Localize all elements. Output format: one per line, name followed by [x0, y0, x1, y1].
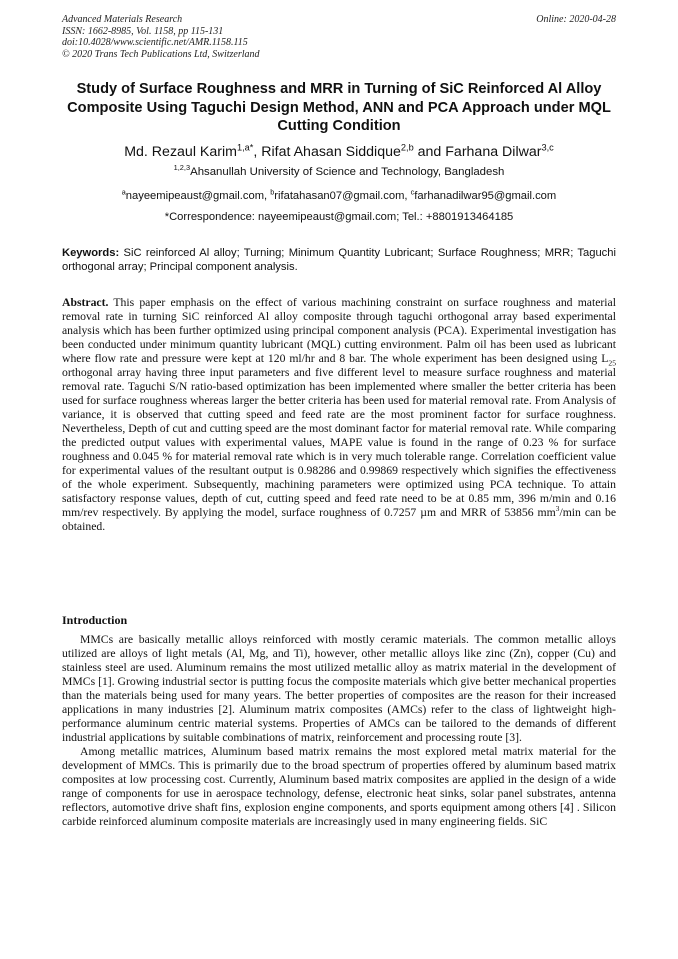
author-list	[62, 143, 616, 161]
abstract-subscript: 25	[608, 358, 616, 368]
author-name: Rifat Ahasan Siddique	[261, 144, 401, 160]
journal-header	[62, 14, 616, 60]
abstract	[62, 296, 616, 534]
abstract-text: /min can be obtained.	[62, 506, 617, 533]
abstract-text: This paper emphasis on the effect of various machining constraint on surface roughness and material removal rate in turning SiC reinforced Al alloy composite through taguchi orthogonal array based experimental analysis which has been further optimized using principal component analysis (PCA). Experimental investigation has been conducted under minimum quantity lubricant (MQL) cutting environment. Palm oil has been used as lubricant where flow rate and pressure were kept at 120 ml/hr and 8 bar. The whole experiment has been designed using L	[62, 296, 616, 365]
email-mark: b	[270, 187, 275, 197]
journal-name: Advanced Materials Research	[62, 14, 183, 25]
author-affiliation-mark: 2,b	[400, 142, 414, 153]
email-mark: c	[410, 187, 415, 197]
introduction-body	[62, 633, 616, 829]
section-heading-introduction: Introduction	[62, 613, 128, 627]
email-separator: ,	[264, 190, 271, 202]
body-paragraph: Among metallic matrices, Aluminum based matrix remains the most explored metal matrix material for the development of MMCs. This is primarily due to the broad spectrum of properties offered by aluminum based matrix composites at low processing cost. Currently, Aluminum based matrix composites are applied in the design of a wide range of components for use in aerospace technology, defense, electronic heat sinks, solar panel substrates, antenna reflectors, automotive drive shaft fins, explosion engine components, and sports equipment among others [4] . Silicon carbide reinforced aluminum composite materials are increasingly used in many engineering fields. SiC	[62, 745, 616, 828]
email-link[interactable]: nayeemipeaust@gmail.com	[125, 190, 265, 202]
doi-line[interactable]: doi:10.4028/www.scientific.net/AMR.1158.115	[62, 37, 248, 48]
author-separator: ,	[253, 144, 262, 160]
author-affiliation-mark: 1,a*	[236, 142, 254, 153]
affiliation	[62, 165, 616, 179]
author-separator: and	[413, 144, 446, 160]
keywords-text: SiC reinforced Al alloy; Turning; Minimum Quantity Lubricant; Surface Roughness; MRR; Taguchi orthogonal array; Principal component analysis.	[62, 247, 616, 274]
paper-title: Study of Surface Roughness and MRR in Turning of SiC Reinforced Al Alloy Composite Using Taguchi Design Method, ANN and PCA Approach under MQL Cutting Condition	[67, 81, 611, 134]
email-link[interactable]: rifatahasan07@gmail.com	[274, 190, 405, 202]
online-date: Online: 2020-04-28	[536, 14, 616, 25]
email-list	[62, 189, 616, 203]
email-link[interactable]: farhanadilwar95@gmail.com	[414, 190, 557, 202]
email-separator: ,	[404, 190, 411, 202]
affiliation-text: Ahsanullah University of Science and Technology, Bangladesh	[190, 166, 505, 178]
keywords-label: Keywords:	[62, 247, 120, 259]
issn-line: ISSN: 1662-8985, Vol. 1158, pp 115-131	[62, 25, 224, 37]
affiliation-mark: 1,2,3	[173, 163, 191, 173]
email-mark: a	[121, 187, 126, 197]
copyright-line: © 2020 Trans Tech Publications Ltd, Switzerland	[62, 48, 260, 60]
abstract-text: orthogonal array having three input parameters and five different level to measure surface roughness and material removal rate. Taguchi S/N ratio-based optimization has been implemented where smaller the better criteria has been used for surface roughness whereas larger the better criteria has been used for material removal rate. From Analysis of variance, it is observed that cutting speed and feed rate are the most prominent factor for surface roughness. Nevertheless, Depth of cut and cutting speed are the most dominant factor for material removal rate. While comparing the predicted output values with experimental values, MAPE value is found in the range of 0.23 % for surface roughness and 0.045 % for material removal rate which is in very much tolerable range. Correlation coefficient value for experimental values of the resultant output is 0.98286 and 0.99869 respectively which signifies the effectiveness of the whole experiment. Subsequently, machining parameters were optimized using PCA technique. To attain satisfactory response values, depth of cut, cutting speed and feed rate need to be at 0.85 mm, 396 m/min and 0.16 mm/rev respectively. By applying the model, surface roughness of 0.7257 µm and MRR of 53856 mm	[62, 366, 616, 519]
keywords	[62, 246, 616, 274]
correspondence-line: *Correspondence: nayeemipeaust@gmail.com; Tel.: +8801913464185	[164, 211, 514, 223]
abstract-label: Abstract.	[62, 296, 109, 309]
abstract-superscript: 3	[555, 504, 560, 514]
author-affiliation-mark: 3,c	[541, 142, 554, 153]
body-paragraph: MMCs are basically metallic alloys reinforced with mostly ceramic materials. The common metallic alloys utilized are alloys of light metals (Al, Mg, and Ti), however, other metallic alloys like zinc (Zn), copper (Cu) and stainless steel are used. Aluminum remains the most utilized metallic alloy as matrix material in the development of MMCs [1]. Growing industrial sector is putting focus the composite materials which give better mechanical properties than the materials being used for many years. The better properties of composites are the reason for their increased applications in many industries [2]. Aluminum matrix composites (AMCs) refer to the class of lightweight high-performance aluminum centric material systems. Properties of AMCs can be tailored to the demands of different industrial applications by suitable combinations of matrix, reinforcement and processing route [3].	[62, 633, 616, 744]
author-name: Md. Rezaul Karim	[124, 144, 237, 160]
author-name: Farhana Dilwar	[445, 144, 542, 160]
